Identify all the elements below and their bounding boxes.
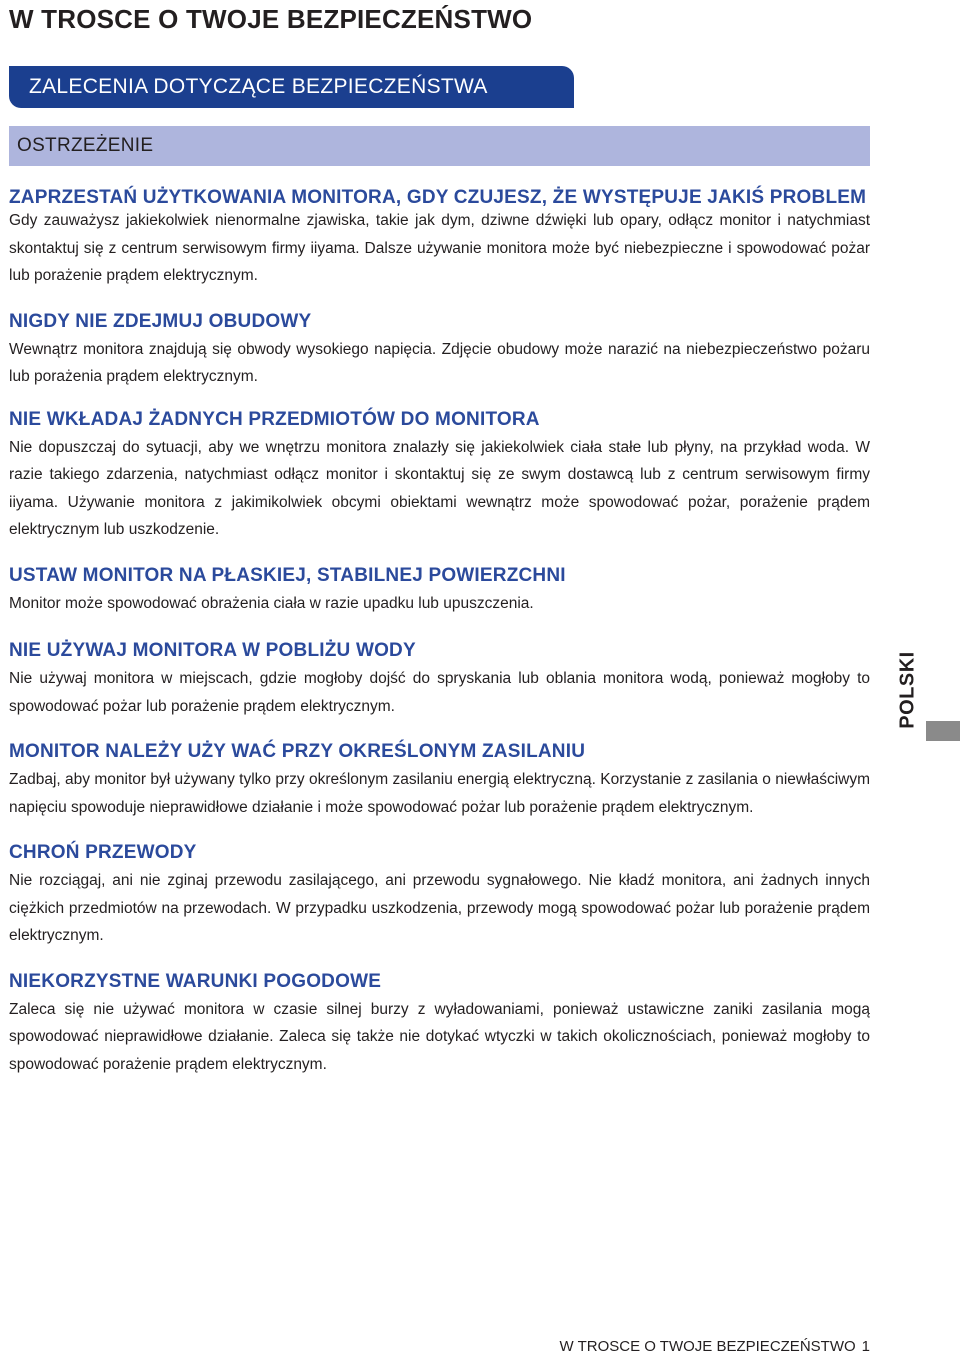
language-label: POLSKI <box>896 651 919 729</box>
section-heading: USTAW MONITOR NA PŁASKIEJ, STABILNEJ POWIERZCHNI <box>9 564 566 586</box>
section-text: Zaleca się nie używać monitora w czasie silnej burzy z wyładowaniami, ponieważ ustawiczne zaniki zasilania mogą spowodować nieprawidłowe działanie. Zaleca się także nie dotykać wtyczki w takich okolicznościach, ponieważ mogłoby to spowodować porażenie prądem elektrycznym. <box>9 1000 870 1073</box>
section-text: Monitor może spowodować obrażenia ciała w razie upadku lub upuszczenia. <box>9 594 534 612</box>
section-heading: ZAPRZESTAŃ UŻYTKOWANIA MONITORA, GDY CZUJESZ, ŻE WYSTĘPUJE JAKIŚ PROBLEM <box>9 187 867 208</box>
section-heading: CHROŃ PRZEWODY <box>9 842 197 863</box>
safety-section <box>9 970 870 1079</box>
language-tab-marker <box>926 721 960 741</box>
warning-label: OSTRZEŻENIE <box>17 135 154 156</box>
safety-section <box>9 740 870 821</box>
section-text: Zadbaj, aby monitor był używany tylko przy określonym zasilaniu energią elektryczną. Korzystanie z zasilania o niewłaściwym napięciu spowoduje nieprawidłowe działanie i może spowodować pożar lub porażenie prądem elektrycznym. <box>9 771 870 816</box>
page-number: 1 <box>861 1338 870 1355</box>
section-heading: NIGDY NIE ZDEJMUJ OBUDOWY <box>9 310 312 332</box>
safety-section <box>9 184 870 290</box>
section-text: Wewnątrz monitora znajdują się obwody wysokiego napięcia. Zdjęcie obudowy może narazić na niebezpieczeństwo pożaru lub porażenia prądem elektrycznym. <box>9 340 870 385</box>
safety-content <box>9 184 870 1078</box>
safety-section <box>9 310 870 391</box>
safety-section <box>9 841 870 950</box>
section-heading: NIE UŻYWAJ MONITORA W POBLIŻU WODY <box>9 640 416 661</box>
safety-section <box>9 639 870 720</box>
footer-title: W TROSCE O TWOJE BEZPIECZEŃSTWO <box>559 1338 856 1355</box>
section-heading: NIEKORZYSTNE WARUNKI POGODOWE <box>9 970 382 992</box>
section-text: Gdy zauważysz jakiekolwiek nienormalne zjawiska, takie jak dym, dziwne dźwięki lub opary, odłącz monitor i natychmiast skontaktuj się z centrum serwisowym firmy iiyama. Dalsze używanie monitora może być niebezpieczne i spowodować pożar lub porażenie prądem elektrycznym. <box>9 212 870 284</box>
section-heading: NIE WKŁADAJ ŻADNYCH PRZEDMIOTÓW DO MONITORA <box>9 408 540 430</box>
section-banner-label: ZALECENIA DOTYCZĄCE BEZPIECZEŃSTWA <box>29 75 488 98</box>
section-heading: MONITOR NALEŻY UŻY WAĆ PRZY OKREŚLONYM ZASILANIU <box>9 741 586 762</box>
safety-section <box>9 408 870 544</box>
section-text: Nie rozciągaj, ani nie zginaj przewodu zasilającego, ani przewodu sygnałowego. Nie kładź monitora, ani żadnych innych ciężkich przedmiotów na przewodach. W przypadku uszkodzenia, przewody mogą spowodować pożar lub porażenie prądem elektrycznym. <box>9 872 870 944</box>
page-title: W TROSCE O TWOJE BEZPIECZEŃSTWO <box>9 4 533 34</box>
safety-section <box>9 564 870 618</box>
page-footer <box>560 1338 870 1355</box>
section-text: Nie używaj monitora w miejscach, gdzie mogłoby dojść do spryskania lub oblania monitora wodą, ponieważ mogłoby to spowodować pożar lub porażenie prądem elektrycznym. <box>9 670 870 715</box>
section-banner <box>9 66 574 108</box>
warning-bar <box>9 126 870 166</box>
section-text: Nie dopuszczaj do sytuacji, aby we wnętrzu monitora znalazły się jakiekolwiek ciała stałe lub płyny, na przykład woda. W razie takiego zdarzenia, natychmiast odłącz monitor i skontaktuj się ze swym dostawcą lub z centrum serwisowym firmy iiyama. Używanie monitora z jakimikolwiek obcymi obiektami wewnątrz może spowodować pożar, porażenie prądem elektrycznym lub uszkodzenie. <box>9 438 870 538</box>
